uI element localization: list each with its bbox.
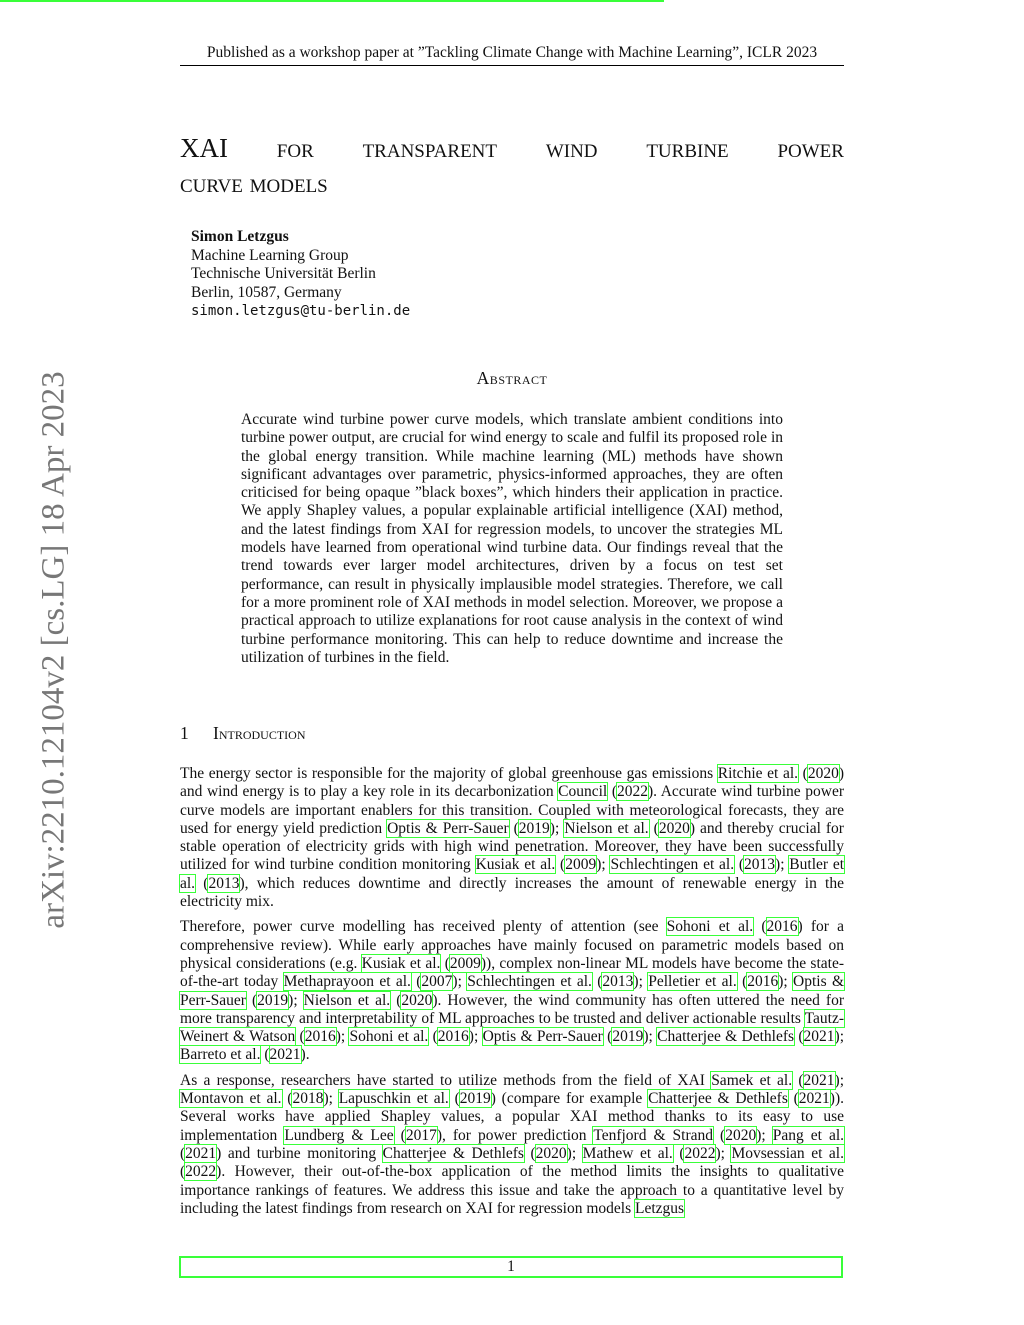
title-word: turbine xyxy=(646,133,729,163)
citation-link[interactable]: Tautz-Weinert & Watson xyxy=(180,1009,844,1046)
author-name: Simon Letzgus xyxy=(191,228,289,245)
citation-link[interactable]: Mathew et al. xyxy=(582,1144,673,1162)
paper-title xyxy=(180,128,844,198)
introduction-body xyxy=(180,765,844,1225)
citation-link[interactable]: Optis & Perr-Sauer xyxy=(180,973,845,1009)
citation-link[interactable]: Sohoni et al. xyxy=(349,1028,429,1046)
section-number: 1 xyxy=(180,723,189,743)
citation-link[interactable]: 2013 xyxy=(208,874,240,892)
citation-link[interactable]: 2016 xyxy=(304,1028,336,1046)
citation-link[interactable]: 2013 xyxy=(744,856,776,874)
citation-link[interactable]: 2019 xyxy=(257,991,289,1009)
section-heading xyxy=(180,723,306,744)
citation-link[interactable]: Council xyxy=(558,783,608,801)
citation-link[interactable]: Nielson et al. xyxy=(564,819,649,837)
arxiv-sidebar xyxy=(34,350,74,950)
citation-link[interactable]: 2020 xyxy=(535,1144,567,1162)
citation-link[interactable]: 2019 xyxy=(518,819,550,837)
citation-link[interactable]: 2018 xyxy=(292,1090,324,1108)
citation-link[interactable]: 2022 xyxy=(684,1144,716,1162)
citation-link[interactable]: 2016 xyxy=(747,973,779,991)
title-line-1 xyxy=(180,128,844,168)
citation-link[interactable]: Barreto et al. xyxy=(180,1046,261,1064)
author-block xyxy=(191,228,410,321)
citation-link[interactable]: 2021 xyxy=(185,1144,217,1162)
citation-link[interactable]: 2017 xyxy=(405,1126,437,1144)
title-word: for xyxy=(276,133,314,163)
citation-link[interactable]: Lapuschkin et al. xyxy=(338,1090,449,1108)
body-paragraph: The energy sector is responsible for the majority of global greenhouse gas emissions Ritchie et al. (2020) and wind energy is to play a key role in its decarbonization Council (2022). Accurate wind turbine power curve models are important enablers for this transition. Coupled with meteorological forecasts, they are used for energy yield prediction Optis & Perr-Sauer (2019); Nielson et al. (2020) and thereby crucial for stable operation of electricity grids with high wind penetration. Moreover, they have been successfully utilized for wind turbine condition monitoring Kusiak et al. (2009); Schlechtingen et al. (2013); Butler et al. (2013), which reduces downtime and directly increases the amount of renewable energy in the electricity mix. xyxy=(180,765,845,911)
title-line-2: curve models xyxy=(180,168,328,198)
citation-link[interactable]: 2019 xyxy=(612,1028,644,1046)
title-word: wind xyxy=(545,133,598,163)
page-number-box[interactable] xyxy=(179,1256,843,1278)
conference-header: Published as a workshop paper at ”Tackling Climate Change with Machine Learning”, ICLR 2023 xyxy=(206,44,818,61)
author-address: Berlin, 10587, Germany xyxy=(191,283,342,301)
title-word: XAI xyxy=(180,133,228,163)
citation-link[interactable]: 2016 xyxy=(437,1028,469,1046)
citation-link[interactable]: 2019 xyxy=(459,1090,491,1108)
section-title: Introduction xyxy=(213,723,306,743)
citation-link[interactable]: Optis & Perr-Sauer xyxy=(387,819,509,837)
citation-link[interactable]: Montavon et al. xyxy=(180,1090,282,1108)
citation-link[interactable]: Sohoni et al. xyxy=(666,918,754,936)
citation-link[interactable]: Schlechtingen et al. xyxy=(467,973,592,991)
citation-link[interactable]: Chatterjee & Dethlefs xyxy=(382,1144,524,1162)
citation-link[interactable]: Pang et al. xyxy=(772,1126,845,1144)
citation-link[interactable]: Schlechtingen et al. xyxy=(610,856,735,874)
citation-link[interactable]: 2021 xyxy=(269,1046,301,1064)
citation-link[interactable]: Ritchie et al. xyxy=(717,765,799,782)
citation-link[interactable]: Optis & Perr-Sauer xyxy=(482,1028,603,1046)
citation-link[interactable]: 2021 xyxy=(798,1090,830,1108)
citation-link[interactable]: Kusiak et al. xyxy=(475,856,556,874)
citation-link[interactable]: 2022 xyxy=(185,1163,217,1181)
citation-link[interactable]: 2020 xyxy=(807,765,839,782)
citation-link[interactable]: Movsessian et al. xyxy=(731,1144,844,1162)
citation-link[interactable]: Butler et al. xyxy=(180,856,845,892)
citation-link[interactable]: 2020 xyxy=(401,991,433,1009)
header-rule xyxy=(180,65,844,66)
citation-link[interactable]: 2009 xyxy=(565,856,597,874)
citation-link[interactable]: 2007 xyxy=(421,973,453,991)
author-group: Machine Learning Group xyxy=(191,246,349,264)
body-paragraph: As a response, researchers have started to utilize methods from the field of XAI Samek et al. (2021); Montavon et al. (2018); Lapuschkin et al. (2019) (compare for example Chatterjee & Dethlefs (2021)). Several works have applied Shapley values, a popular XAI method thanks to its easy to use implementation Lundberg & Lee (2017), for power prediction Tenfjord & Strand (2020); Pang et al. (2021) and turbine monitoring Chatterjee & Dethlefs (2020); Mathew et al. (2022); Movsessian et al. (2022). However, their out-of-the-box application of the method limits the insights to qualitative importance rankings of features. We address this issue and take the approach to a quantitative level by including the latest findings from research on XAI for regression models Letzgus xyxy=(180,1071,845,1217)
citation-link[interactable]: 2021 xyxy=(803,1028,835,1046)
body-paragraph: Therefore, power curve modelling has received plenty of attention (see Sohoni et al. (2016) for a comprehensive review). While early approaches have mainly focused on parametric models based on physical considerations (e.g. Kusiak et al. (2009)), complex non-linear ML models have become the state-of-the-art today Methaprayoon et al. (2007); Schlechtingen et al. (2013); Pelletier et al. (2016); Optis & Perr-Sauer (2019); Nielson et al. (2020). However, the wind community has often uttered the need for more transparency and interpretability of ML approaches to be trusted and deliver actionable results Tautz-Weinert & Watson (2016); Sohoni et al. (2016); Optis & Perr-Sauer (2019); Chatterjee & Dethlefs (2021); Barreto et al. (2021). xyxy=(180,918,845,1064)
citation-link[interactable]: Samek et al. xyxy=(711,1071,793,1089)
abstract-heading: Abstract xyxy=(476,368,548,388)
citation-link[interactable]: 2021 xyxy=(803,1071,835,1089)
citation-link[interactable]: Tenfjord & Strand xyxy=(593,1126,714,1144)
page-number: 1 xyxy=(507,1258,515,1275)
citation-link[interactable]: Chatterjee & Dethlefs xyxy=(657,1028,795,1046)
citation-link[interactable]: 2020 xyxy=(658,819,690,837)
citation-link[interactable]: 2009 xyxy=(449,954,481,972)
link-highlight-bar xyxy=(0,0,664,2)
arxiv-identifier: arXiv:2210.12104v2 [cs.LG] 18 Apr 2023 xyxy=(35,371,72,929)
citation-link[interactable]: 2013 xyxy=(602,973,634,991)
citation-link[interactable]: Chatterjee & Dethlefs xyxy=(648,1090,788,1108)
citation-link[interactable]: Lundberg & Lee xyxy=(284,1126,394,1144)
abstract-text: Accurate wind turbine power curve models, which translate ambient conditions into turbine power output, are crucial for wind energy to scale and fulfil its proposed role in the global energy transition. While machine learning (ML) methods have shown significant advantages over parametric, physics-informed approaches, they are often criticised for being opaque ”black boxes”, which hinders their application in practice. We apply Shapley values, a popular explainable artificial intelligence (XAI) method, and the latest findings from XAI for regression models, to uncover the strategies ML models have learned from operational wind turbine data. Our findings reveal that the trend towards ever larger model architectures, driven by a focus on test set performance, can result in physically implausible model strategies. Therefore, we call for a more prominent role of XAI methods in model selection. Moreover, we propose a practical approach to utilize explanations for root cause analysis in the context of wind turbine performance monitoring. This can help to reduce downtime and increase the utilization of turbines in the field. xyxy=(241,411,783,666)
citation-link[interactable]: Nielson et al. xyxy=(303,991,391,1009)
citation-link[interactable]: Kusiak et al. xyxy=(361,954,441,972)
citation-link[interactable]: 2020 xyxy=(725,1126,757,1144)
title-word: power xyxy=(777,133,844,163)
citation-link[interactable]: Methaprayoon et al. xyxy=(283,973,411,991)
citation-link[interactable]: 2016 xyxy=(766,918,798,936)
citation-link[interactable]: 2022 xyxy=(616,783,648,801)
citation-link[interactable]: Pelletier et al. xyxy=(648,973,737,991)
citation-link[interactable]: Letzgus xyxy=(634,1199,685,1217)
author-email[interactable]: simon.letzgus@tu-berlin.de xyxy=(191,303,411,319)
author-university: Technische Universität Berlin xyxy=(191,265,376,282)
title-word: transparent xyxy=(362,133,498,163)
